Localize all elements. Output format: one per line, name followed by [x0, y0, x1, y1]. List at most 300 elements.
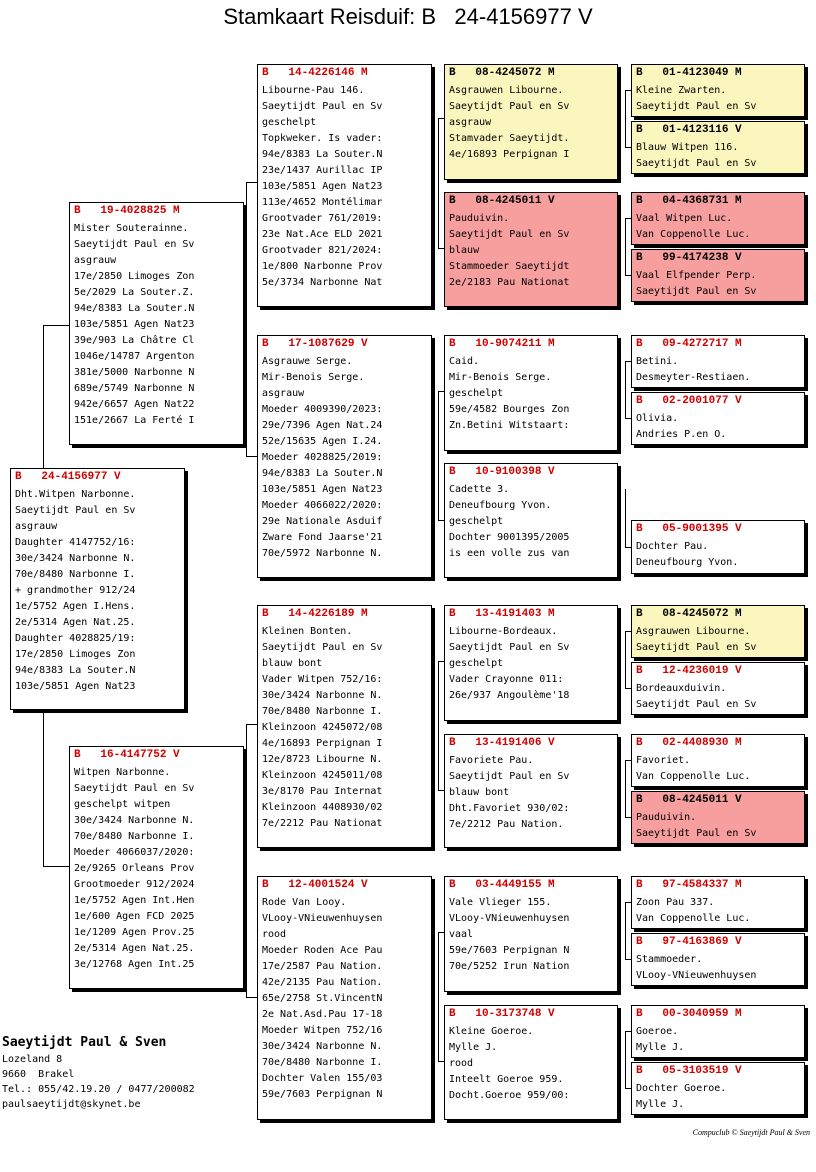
pigeon-detail-line: 2e/2183 Pau Nationat [449, 277, 570, 288]
pigeon-detail-line: Kleinzoon 4408930/02 [262, 802, 383, 813]
connector-line [438, 790, 444, 791]
pigeon-detail-line: 26e/937 Angoulème'18 [449, 690, 570, 701]
ring-number-text: B 01-4123116 V [636, 124, 742, 136]
pigeon-details [70, 219, 243, 429]
pigeon-detail-line: 2e/5314 Agen Nat.25. [74, 943, 195, 954]
pigeon-detail-line: Asgrauwe Serge. [262, 356, 353, 367]
pigeon-detail-line: Favoriet. [636, 755, 691, 766]
ring-number [445, 877, 617, 893]
pigeon-detail-line: Mylle J. [636, 1099, 685, 1110]
pigeon-detail-line: 94e/8383 La Souter.N [262, 149, 383, 160]
pigeon-detail-line: 17e/2850 Limoges Zon [15, 649, 136, 660]
pigeon-detail-line: is een volle zus van [449, 548, 570, 559]
pigeon-detail-line: 103e/5851 Agen Nat23 [15, 681, 136, 692]
pigeon-detail-line: 70e/5252 Irun Nation [449, 961, 570, 972]
pigeon-detail-line: Moeder 4028825/2019: [262, 452, 383, 463]
ring-number-text: B 16-4147752 V [74, 749, 180, 761]
ring-number [632, 393, 804, 409]
connector-line [43, 325, 69, 326]
pigeon-detail-line: 65e/2758 St.VincentN [262, 993, 383, 1004]
pigeon-detail-line: Saeytijdt Paul en Sv [449, 771, 570, 782]
pigeon-detail-line: Goeroe. [636, 1026, 679, 1037]
pigeon-details [11, 485, 184, 695]
pigeon-detail-line: Betini. [636, 356, 679, 367]
pigeon-card-sire [69, 202, 244, 445]
ring-number-text: B 24-4156977 V [15, 471, 121, 483]
pigeon-detail-line: Vader Witpen 752/16: [262, 674, 383, 685]
pigeon-detail-line: Deneufbourg Yvon. [449, 500, 552, 511]
connector-line [438, 391, 439, 520]
pigeon-card-ggp-7 [444, 876, 618, 992]
pigeon-card-ggp-6 [444, 734, 618, 848]
pigeon-detail-line: + grandmother 912/24 [15, 585, 136, 596]
pigeon-detail-line: 3e/12768 Agen Int.25 [74, 959, 195, 970]
pigeon-detail-line: Saeytijdt Paul en Sv [449, 229, 570, 240]
pigeon-detail-line: Grootvader 821/2024: [262, 245, 383, 256]
pigeon-detail-line: 70e/8480 Narbonne I. [15, 569, 136, 580]
pigeon-detail-line: blauw bont [449, 787, 510, 798]
pigeon-detail-line: 70e/8480 Narbonne I. [74, 831, 195, 842]
pigeon-detail-line: Dochter Valen 155/03 [262, 1073, 383, 1084]
pigeon-detail-line: 103e/5851 Agen Nat23 [262, 181, 383, 192]
pigeon-detail-line: Saeytijdt Paul en Sv [262, 101, 383, 112]
pigeon-detail-line: VLooy-VNieuwenhuysen [262, 913, 383, 924]
pigeon-detail-line: Saeytijdt Paul en Sv [636, 286, 757, 297]
page-title: Stamkaart Reisduif: B 24-4156977 V [223, 4, 593, 29]
pigeon-detail-line: Kleinzoon 4245011/08 [262, 770, 383, 781]
pigeon-details [632, 209, 804, 243]
ring-number [632, 663, 804, 679]
pigeon-details [632, 537, 804, 571]
pigeon-detail-line: Mylle J. [449, 1042, 498, 1053]
pigeon-detail-line: 42e/2135 Pau Nation. [262, 977, 383, 988]
ring-number [258, 877, 431, 893]
ring-number-text: B 02-4408930 M [636, 737, 742, 749]
connector-line [625, 147, 631, 148]
ring-number [632, 122, 804, 138]
pigeon-card-gggp-4 [631, 249, 805, 302]
pigeon-detail-line: 94e/8383 La Souter.N [74, 303, 195, 314]
pigeon-detail-line: Van Coppenolle Luc. [636, 229, 751, 240]
pigeon-detail-line: 23e/1437 Aurillac IP [262, 165, 383, 176]
connector-line [625, 275, 631, 276]
pigeon-detail-line: 103e/5851 Agen Nat23 [74, 319, 195, 330]
pigeon-detail-line: 17e/2850 Limoges Zon [74, 271, 195, 282]
pigeon-card-gggp-8 [631, 520, 805, 574]
connector-line [625, 418, 631, 419]
ring-number-text: B 19-4028825 M [74, 205, 180, 217]
pigeon-details [445, 622, 617, 704]
pigeon-detail-line: VLooy-VNieuwenhuysen [636, 970, 757, 981]
pigeon-details [632, 808, 804, 842]
pigeon-details [632, 81, 804, 115]
pigeon-details [632, 622, 804, 656]
connector-line [625, 902, 626, 959]
connector-line [625, 760, 626, 817]
connector-line [438, 1061, 444, 1062]
pigeon-detail-line: Inteelt Goeroe 959. [449, 1074, 564, 1085]
pigeon-detail-line: 7e/2212 Pau Nation. [449, 819, 564, 830]
pigeon-details [445, 893, 617, 975]
pigeon-card-ggp-1 [444, 64, 618, 180]
connector-line [246, 724, 257, 725]
pigeon-details [258, 352, 431, 562]
ring-number-text: B 17-1087629 V [262, 338, 368, 350]
pigeon-card-gggp-13 [631, 876, 805, 929]
pigeon-detail-line: Saeytijdt Paul en Sv [449, 101, 570, 112]
pigeon-card-gggp-6 [631, 392, 805, 445]
ring-number [632, 877, 804, 893]
pigeon-details [632, 1022, 804, 1056]
pigeon-detail-line: geschelpt [449, 516, 504, 527]
connector-line [438, 932, 439, 1061]
pigeon-detail-line: Blauw Witpen 116. [636, 142, 739, 153]
pigeon-detail-line: 30e/3424 Narbonne N. [262, 1041, 383, 1052]
pigeon-card-gggp-15 [631, 1005, 805, 1058]
pigeon-details [445, 209, 617, 291]
pigeon-detail-line: Desmeyter-Restiaen. [636, 372, 751, 383]
connector-line [625, 1031, 626, 1088]
pigeon-detail-line: 29e/7396 Agen Nat.24 [262, 420, 383, 431]
ring-number [445, 735, 617, 751]
ring-number [258, 65, 431, 81]
pigeon-detail-line: vaal [449, 929, 474, 940]
pigeon-detail-line: 1e/5752 Agen I.Hens. [15, 601, 136, 612]
ring-number-text: B 13-4191403 M [449, 608, 555, 620]
connector-line [625, 760, 631, 761]
ring-number-text: B 05-3103519 V [636, 1065, 742, 1077]
owner-name: Saeytijdt Paul & Sven [2, 1035, 167, 1050]
ring-number-text: B 08-4245072 M [636, 608, 742, 620]
pigeon-card-gggp-10 [631, 662, 805, 715]
pigeon-detail-line: 30e/3424 Narbonne N. [74, 815, 195, 826]
pigeon-card-gggp-5 [631, 335, 805, 388]
pigeon-detail-line: Favoriete Pau. [449, 755, 534, 766]
pigeon-detail-line: Saeytijdt Paul en Sv [636, 828, 757, 839]
pigeon-detail-line: Pauduivin. [449, 213, 510, 224]
connector-line [625, 547, 631, 548]
pigeon-detail-line: Stamvader Saeytijdt. [449, 133, 570, 144]
pigeon-detail-line: Stammoeder. [636, 954, 703, 965]
ring-number [258, 606, 431, 622]
connector-line [625, 688, 631, 689]
ring-number-text: B 12-4001524 V [262, 879, 368, 891]
pigeon-card-subject [10, 468, 185, 710]
pigeon-detail-line: Zoon Pau 337. [636, 897, 715, 908]
pigeon-detail-line: rood [262, 929, 287, 940]
ring-number-text: B 97-4163869 V [636, 936, 742, 948]
pigeon-details [632, 950, 804, 984]
connector-line [625, 90, 631, 91]
pigeon-detail-line: 94e/8383 La Souter.N [262, 468, 383, 479]
ring-number-text: B 04-4368731 M [636, 195, 742, 207]
pigeon-detail-line: Kleinen Bonten. [262, 626, 353, 637]
pigeon-detail-line: 17e/2587 Pau Nation. [262, 961, 383, 972]
ring-number [258, 336, 431, 352]
pigeon-card-gggp-16 [631, 1062, 805, 1115]
pigeon-detail-line: Grootmoeder 912/2024 [74, 879, 195, 890]
pigeon-details [445, 1022, 617, 1104]
pigeon-detail-line: Dochter Goeroe. [636, 1083, 727, 1094]
pigeon-detail-line: Saeytijdt Paul en Sv [74, 239, 195, 250]
pigeon-card-gggp-3 [631, 192, 805, 245]
pigeon-detail-line: 381e/5000 Narbonne N [74, 367, 195, 378]
pigeon-detail-line: VLooy-VNieuwenhuysen [449, 913, 570, 924]
pigeon-detail-line: rood [449, 1058, 474, 1069]
pigeon-detail-line: geschelpt [449, 388, 504, 399]
pigeon-detail-line: 151e/2667 La Ferté I [74, 415, 195, 426]
pigeon-detail-line: Pauduivin. [636, 812, 697, 823]
connector-line [438, 520, 444, 521]
pigeon-detail-line: Daughter 4147752/16: [15, 537, 136, 548]
pigeon-details [632, 409, 804, 443]
pigeon-card-dam-sire [257, 605, 432, 848]
ring-number-text: B 02-2001077 V [636, 395, 742, 407]
pigeon-detail-line: Olivia. [636, 413, 679, 424]
pigeon-card-ggp-5 [444, 605, 618, 721]
pigeon-detail-line: 1e/1209 Agen Prov.25 [74, 927, 195, 938]
pigeon-detail-line: Stammoeder Saeytijdt [449, 261, 570, 272]
pigeon-detail-line: 5e/2029 La Souter.Z. [74, 287, 195, 298]
connector-line [438, 248, 444, 249]
pigeon-detail-line: Deneufbourg Yvon. [636, 557, 739, 568]
pigeon-detail-line: Moeder Roden Ace Pau [262, 945, 383, 956]
pigeon-detail-line: Vader Crayonne 011: [449, 674, 564, 685]
pigeon-detail-line: Rode Van Looy. [262, 897, 347, 908]
connector-line [625, 902, 631, 903]
owner-block [2, 1034, 195, 1112]
pigeon-detail-line: Grootvader 761/2019: [262, 213, 383, 224]
pigeon-detail-line: Libourne-Pau 146. [262, 85, 365, 96]
connector-line [625, 959, 631, 960]
connector-line [625, 361, 631, 362]
pigeon-detail-line: Mister Souterainne. [74, 223, 189, 234]
pigeon-detail-line: blauw [449, 245, 480, 256]
pigeon-detail-line: asgrauw [262, 388, 305, 399]
pigeon-detail-line: 23e Nat.Ace ELD 2021 [262, 229, 383, 240]
pigeon-card-ggp-8 [444, 1005, 618, 1120]
connector-line [438, 661, 439, 790]
pigeon-detail-line: blauw bont [262, 658, 323, 669]
owner-address-line: Lozeland 8 [2, 1054, 63, 1065]
connector-line [246, 182, 257, 183]
pigeon-detail-line: Topkweker. Is vader: [262, 133, 383, 144]
connector-line [438, 118, 439, 248]
connector-line [246, 724, 247, 997]
owner-city-line: 9660 Brakel [2, 1069, 75, 1080]
connector-line [246, 456, 257, 457]
pigeon-card-gggp-1 [631, 64, 805, 117]
pigeon-detail-line: 1e/600 Agen FCD 2025 [74, 911, 195, 922]
connector-line [625, 631, 626, 688]
pigeon-card-gggp-9 [631, 605, 805, 658]
pigeon-details [445, 751, 617, 833]
ring-number [70, 203, 243, 219]
pigeon-detail-line: Caid. [449, 356, 480, 367]
ring-number-text: B 10-9074211 M [449, 338, 555, 350]
pigeon-detail-line: Mylle J. [636, 1042, 685, 1053]
pigeon-detail-line: 689e/5749 Narbonne N [74, 383, 195, 394]
ring-number-text: B 99-4174238 V [636, 252, 742, 264]
pigeon-details [258, 893, 431, 1103]
pigeon-details [632, 266, 804, 300]
connector-line [625, 631, 631, 632]
pigeon-card-sire-dam [257, 335, 432, 578]
pigeon-details [258, 622, 431, 832]
pigeon-detail-line: Dochter 9001395/2005 [449, 532, 570, 543]
pigeon-detail-line: asgrauw [15, 521, 58, 532]
pigeon-details [445, 352, 617, 434]
ring-number [632, 792, 804, 808]
pigeon-detail-line: Libourne-Bordeaux. [449, 626, 558, 637]
connector-line [438, 661, 444, 662]
ring-number-text: B 12-4236019 V [636, 665, 742, 677]
pigeon-detail-line: 39e/903 La Châtre Cl [74, 335, 195, 346]
pigeon-card-gggp-11 [631, 734, 805, 787]
pigeon-card-ggp-3 [444, 335, 618, 451]
pigeon-detail-line: asgrauw [449, 117, 492, 128]
ring-number [632, 934, 804, 950]
pigeon-detail-line: Saeytijdt Paul en Sv [262, 642, 383, 653]
pigeon-detail-line: geschelpt [449, 658, 504, 669]
pigeon-detail-line: Moeder 4066022/2020: [262, 500, 383, 511]
pigeon-detail-line: 4e/16893 Perpignan I [449, 149, 570, 160]
pigeon-detail-line: Van Coppenolle Luc. [636, 913, 751, 924]
pigeon-details [632, 138, 804, 172]
pigeon-card-ggp-2 [444, 192, 618, 307]
ring-number [632, 735, 804, 751]
pigeon-details [445, 81, 617, 163]
owner-phone-line: Tel.: 055/42.19.20 / 0477/200082 [2, 1084, 195, 1095]
ring-number [632, 606, 804, 622]
pigeon-detail-line: Moeder Witpen 752/16 [262, 1025, 383, 1036]
pigeon-detail-line: 12e/8723 Libourne N. [262, 754, 383, 765]
pigeon-detail-line: 7e/2212 Pau Nationat [262, 818, 383, 829]
pigeon-card-sire-sire [257, 64, 432, 307]
connector-line [43, 712, 44, 866]
pigeon-detail-line: Dochter Pau. [636, 541, 709, 552]
pigeon-detail-line: 30e/3424 Narbonne N. [262, 690, 383, 701]
ring-number [632, 65, 804, 81]
pigeon-detail-line: 2e/5314 Agen Nat.25. [15, 617, 136, 628]
ring-number [632, 1063, 804, 1079]
pigeon-detail-line: asgrauw [74, 255, 117, 266]
pigeon-detail-line: 3e/8170 Pau Internat [262, 786, 383, 797]
ring-number [445, 1006, 617, 1022]
pigeon-detail-line: Dht.Favoriet 930/02: [449, 803, 570, 814]
ring-number [445, 193, 617, 209]
pigeon-detail-line: Zware Fond Jaarse'21 [262, 532, 383, 543]
pigeon-detail-line: 59e/7603 Perpignan N [262, 1089, 383, 1100]
pigeon-detail-line: Saeytijdt Paul en Sv [636, 642, 757, 653]
connector-line [625, 817, 631, 818]
ring-number [632, 250, 804, 266]
connector-line [625, 90, 626, 147]
ring-number-text: B 08-4245072 M [449, 67, 555, 79]
pigeon-details [445, 480, 617, 562]
pigeon-detail-line: 103e/5851 Agen Nat23 [262, 484, 383, 495]
ring-number-text: B 14-4226189 M [262, 608, 368, 620]
pigeon-detail-line: 30e/3424 Narbonne N. [15, 553, 136, 564]
pigeon-detail-line: Saeytijdt Paul en Sv [636, 699, 757, 710]
pigeon-detail-line: Cadette 3. [449, 484, 510, 495]
pigeon-detail-line: 59e/7603 Perpignan N [449, 945, 570, 956]
connector-line [43, 866, 69, 867]
pigeon-detail-line: Mir-Benois Serge. [262, 372, 365, 383]
ring-number [11, 469, 184, 485]
pigeon-detail-line: Vale Vlieger 155. [449, 897, 552, 908]
pigeon-detail-line: Docht.Goeroe 959/00: [449, 1090, 570, 1101]
ring-number-text: B 05-9001395 V [636, 523, 742, 535]
ring-number-text: B 08-4245011 V [636, 794, 742, 806]
connector-line [625, 489, 626, 547]
ring-number [632, 521, 804, 537]
pigeon-detail-line: Vaal Elfpender Perp. [636, 270, 757, 281]
pigeon-detail-line: Bordeauxduivin. [636, 683, 727, 694]
pigeon-detail-line: Saeytijdt Paul en Sv [636, 158, 757, 169]
pigeon-detail-line: 1046e/14787 Argenton [74, 351, 195, 362]
pigeon-detail-line: Saeytijdt Paul en Sv [636, 101, 757, 112]
pigeon-detail-line: Witpen Narbonne. [74, 767, 171, 778]
pigeon-details [632, 893, 804, 927]
pigeon-detail-line: 2e/9265 Orleans Prov [74, 863, 195, 874]
pigeon-details [632, 1079, 804, 1113]
pigeon-detail-line: Daughter 4028825/19: [15, 633, 136, 644]
ring-number-text: B 09-4272717 M [636, 338, 742, 350]
pigeon-detail-line: 70e/8480 Narbonne I. [262, 706, 383, 717]
pigeon-detail-line: geschelpt witpen [74, 799, 171, 810]
pigeon-details [632, 352, 804, 386]
pigeon-card-ggp-4 [444, 463, 618, 578]
connector-line [438, 118, 444, 119]
pigeon-detail-line: 29e Nationale Asduif [262, 516, 383, 527]
pigeon-detail-line: Kleine Zwarten. [636, 85, 727, 96]
pigeon-card-gggp-12 [631, 791, 805, 844]
pigeon-detail-line: Saeytijdt Paul en Sv [449, 642, 570, 653]
pigeon-detail-line: Zn.Betini Witstaart: [449, 420, 570, 431]
pigeon-detail-line: 942e/6657 Agen Nat22 [74, 399, 195, 410]
pigeon-details [258, 81, 431, 291]
connector-line [438, 391, 444, 392]
ring-number [445, 336, 617, 352]
owner-email-line: paulsaeytijdt@skynet.be [2, 1099, 141, 1110]
pigeon-detail-line: Asgrauwen Libourne. [636, 626, 751, 637]
ring-number [445, 464, 617, 480]
connector-line [625, 361, 626, 418]
connector-line [438, 932, 444, 933]
connector-line [246, 182, 247, 456]
pigeon-detail-line: 113e/4652 Montélimar [262, 197, 383, 208]
pigeon-detail-line: 5e/3734 Narbonne Nat [262, 277, 383, 288]
pigeon-detail-line: 52e/15635 Agen I.24. [262, 436, 383, 447]
pigeon-detail-line: geschelpt [262, 117, 317, 128]
pigeon-detail-line: Vaal Witpen Luc. [636, 213, 733, 224]
connector-line [625, 1031, 631, 1032]
pigeon-card-dam [69, 746, 244, 989]
pigeon-detail-line: Moeder 4009390/2023: [262, 404, 383, 415]
pigeon-detail-line: 94e/8383 La Souter.N [15, 665, 136, 676]
connector-line [625, 1088, 631, 1089]
connector-line [246, 997, 257, 998]
pigeon-detail-line: 4e/16893 Perpignan I [262, 738, 383, 749]
pigeon-detail-line: 1e/5752 Agen Int.Hen [74, 895, 195, 906]
pigeon-details [70, 763, 243, 973]
ring-number-text: B 10-3173748 V [449, 1008, 555, 1020]
pigeon-detail-line: Andries P.en O. [636, 429, 727, 440]
ring-number-text: B 08-4245011 V [449, 195, 555, 207]
pigeon-detail-line: Mir-Benois Serge. [449, 372, 552, 383]
ring-number-text: B 13-4191406 V [449, 737, 555, 749]
